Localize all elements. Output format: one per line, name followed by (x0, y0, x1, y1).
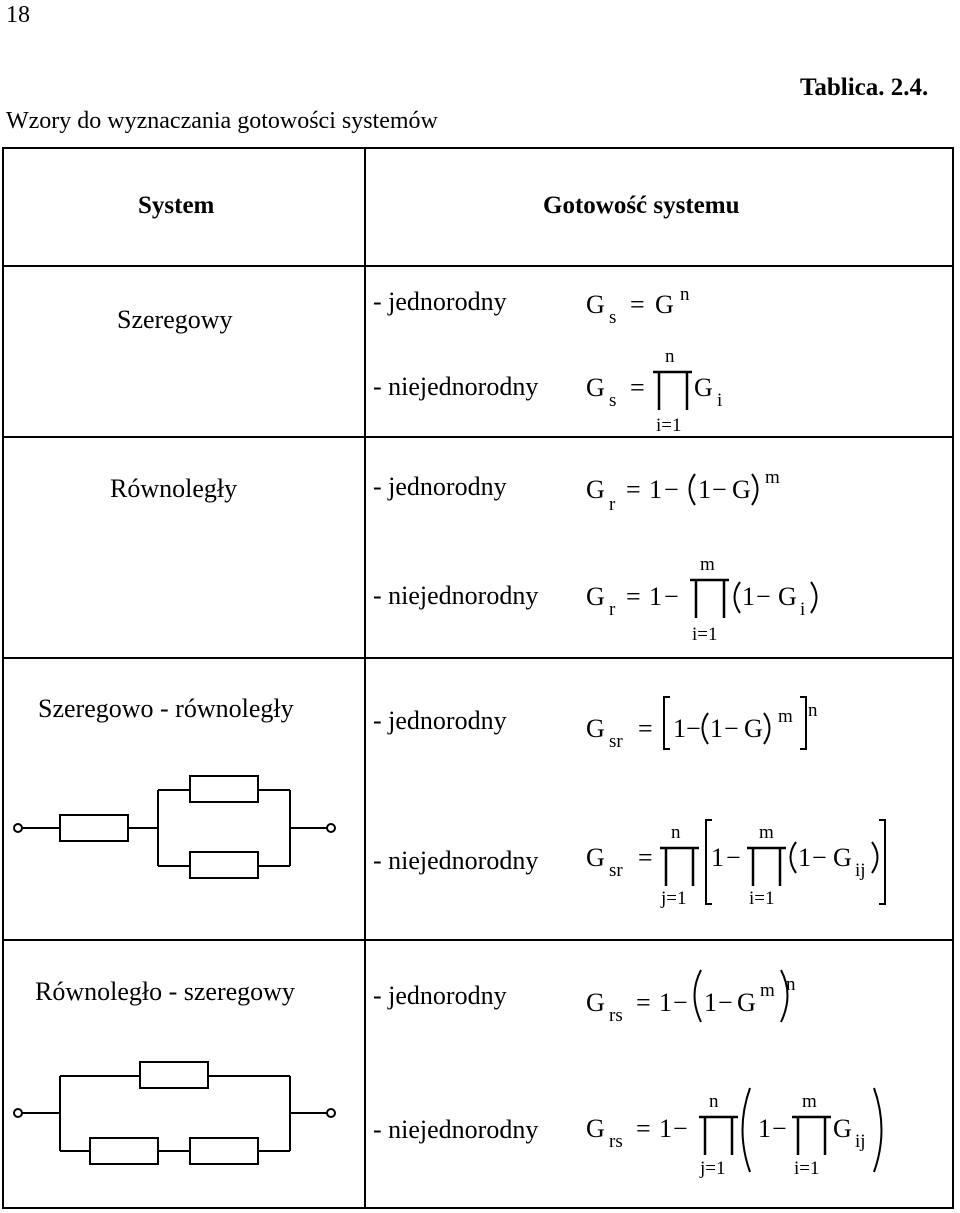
series-homog-label: - jednorodny (373, 287, 507, 316)
formula-symbol: = (630, 290, 645, 319)
formula-symbol: − (756, 582, 771, 611)
formula-parallel-series-heterog (586, 1088, 882, 1179)
formula-symbol: i=1 (749, 888, 775, 909)
header-system: System (138, 192, 215, 219)
page-number: 18 (6, 2, 30, 28)
formula-symbol: 1 (659, 1114, 672, 1143)
formula-operator-stroke (653, 372, 692, 410)
formula-series-parallel-homog (586, 697, 818, 752)
formula-operator-stroke (872, 842, 878, 873)
system-parallel: Równoległy (110, 474, 238, 503)
formula-symbol: rs (609, 1005, 623, 1026)
formula-symbol: G (778, 582, 797, 611)
formula-operator-stroke (764, 713, 770, 744)
formula-symbol: n (665, 346, 675, 367)
formula-operator-stroke (660, 848, 699, 886)
formula-symbol: i (717, 390, 723, 411)
formula-symbol: i=1 (692, 624, 718, 645)
formula-operator-stroke (811, 582, 817, 613)
formula-symbol: 1 (659, 988, 672, 1017)
parallel-heterog-label: - niejednorodny (373, 581, 539, 610)
formula-symbol: − (812, 843, 827, 872)
series-parallel-heterog-label: - niejednorodny (373, 846, 539, 875)
formula-operator-stroke (791, 842, 797, 873)
formula-symbol: G (833, 1114, 852, 1143)
formula-symbol: i=1 (656, 415, 682, 436)
formula-operator-stroke (695, 970, 702, 1022)
series-parallel-diagram (14, 776, 335, 878)
header-availability: Gotowość systemu (543, 192, 740, 219)
formula-symbol: = (636, 1114, 651, 1143)
formula-operator-stroke (747, 848, 786, 886)
formula-symbol: 1 (742, 582, 755, 611)
formula-symbol: G (655, 290, 674, 319)
formula-symbol: G (586, 714, 605, 743)
parallel-series-diagram (14, 1062, 335, 1164)
formula-symbol: sr (609, 731, 623, 752)
formula-symbol: − (673, 1114, 688, 1143)
formula-symbol: 1 (698, 475, 711, 504)
formula-symbol: rs (609, 1131, 623, 1152)
formula-symbol: m (700, 554, 715, 575)
formula-symbol: r (609, 599, 616, 620)
formula-symbol: G (744, 714, 763, 743)
formula-operator-stroke (874, 1088, 882, 1172)
formula-symbol: m (802, 1091, 817, 1112)
formula-symbol: m (760, 980, 775, 1001)
formula-symbol: j=1 (700, 1158, 726, 1179)
formula-parallel-heterog (586, 554, 817, 645)
formula-symbol: n (680, 284, 690, 305)
formula-symbol: i (800, 599, 806, 620)
parallel-series-heterog-label: - niejednorodny (373, 1115, 539, 1144)
formula-symbol: ij (855, 860, 866, 881)
formula-symbol: 1 (798, 843, 811, 872)
formula-symbol: = (638, 843, 653, 872)
formula-parallel-homog (586, 467, 780, 515)
formula-series-heterog (586, 346, 722, 436)
formula-symbol: n (671, 822, 681, 843)
table-caption: Wzory do wyznaczania gotowości systemów (6, 108, 438, 134)
formula-symbol: − (724, 714, 739, 743)
system-series-parallel: Szeregowo - równoległy (38, 694, 294, 723)
formula-symbol: G (586, 988, 605, 1017)
formula-operator-stroke (690, 474, 696, 505)
formula-operator-stroke (792, 1117, 831, 1155)
formula-symbol: G (694, 373, 713, 402)
formula-symbol: G (586, 373, 605, 402)
formula-operator-stroke (879, 820, 885, 904)
formula-operator-stroke (664, 697, 670, 749)
formula-symbol: G (586, 843, 605, 872)
formula-symbol: = (636, 988, 651, 1017)
formula-symbol: − (772, 1114, 787, 1143)
formula-symbol: − (686, 714, 701, 743)
formula-symbol: 1 (711, 843, 724, 872)
formula-symbol: n (808, 700, 818, 721)
formula-symbol: m (765, 467, 780, 488)
series-parallel-homog-label: - jednorodny (373, 706, 507, 735)
series-heterog-label: - niejednorodny (373, 372, 539, 401)
formula-symbol: j=1 (661, 888, 687, 909)
formula-symbol: − (718, 988, 733, 1017)
formula-operator-stroke (752, 474, 758, 505)
formula-symbol: r (609, 494, 616, 515)
formula-symbol: − (664, 475, 679, 504)
formula-symbol: 1 (673, 714, 686, 743)
formula-symbol: n (709, 1091, 719, 1112)
formula-symbol: 1 (649, 582, 662, 611)
parallel-homog-label: - jednorodny (373, 472, 507, 501)
formula-symbol: m (778, 706, 793, 727)
formula-symbol: G (586, 1114, 605, 1143)
system-parallel-series: Równoległo - szeregowy (35, 977, 295, 1006)
formula-symbol: n (786, 974, 796, 995)
formula-operator-stroke (699, 1117, 738, 1155)
formula-symbol: i=1 (794, 1158, 820, 1179)
formula-operator-stroke (735, 582, 741, 613)
formula-symbol: s (609, 390, 617, 411)
formula-operator-stroke (743, 1088, 751, 1172)
formula-symbol: G (586, 582, 605, 611)
formula-symbol: 1 (710, 714, 723, 743)
formula-symbol: s (609, 307, 617, 328)
formula-symbol: − (726, 843, 741, 872)
formula-symbol: = (626, 582, 641, 611)
formula-operator-stroke (703, 713, 709, 744)
formula-operator-stroke (690, 580, 729, 618)
formula-symbol: − (712, 475, 727, 504)
formula-symbol: m (759, 822, 774, 843)
formula-symbol: G (737, 988, 756, 1017)
table-label: Tablica. 2.4. (800, 74, 929, 101)
formula-symbol: ij (855, 1131, 866, 1152)
formula-symbol: G (586, 475, 605, 504)
formula-symbol: 1 (704, 988, 717, 1017)
formula-symbol: = (638, 714, 653, 743)
formula-symbol: sr (609, 860, 623, 881)
formula-symbol: − (673, 988, 688, 1017)
parallel-series-homog-label: - jednorodny (373, 981, 507, 1010)
system-series: Szeregowy (117, 305, 233, 334)
formula-symbol: = (630, 373, 645, 402)
formula-symbol: G (586, 290, 605, 319)
formula-symbol: G (833, 843, 852, 872)
formula-symbol: − (664, 582, 679, 611)
formula-symbol: 1 (649, 475, 662, 504)
formulas (586, 284, 885, 1179)
formula-series-homog (586, 284, 690, 328)
formula-series-parallel-heterog (586, 820, 885, 909)
formula-symbol: 1 (758, 1114, 771, 1143)
formula-symbol: = (626, 475, 641, 504)
formula-symbol: G (732, 475, 751, 504)
formula-operator-stroke (800, 697, 806, 749)
formula-parallel-series-homog (586, 970, 796, 1026)
